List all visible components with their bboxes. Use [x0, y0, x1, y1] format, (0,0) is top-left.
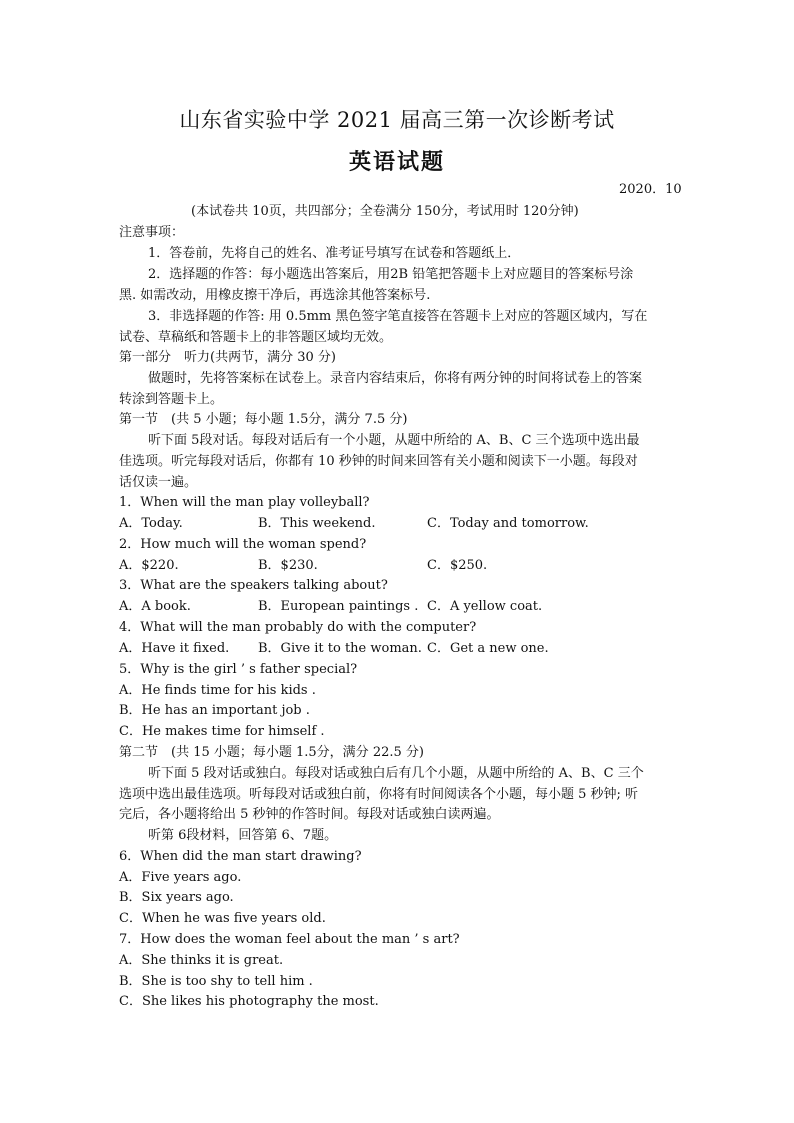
question-text: 4．What will the man probably do with the computer? [119, 620, 477, 635]
notice-line: 试卷、草稿纸和答题卡上的非答题区域均无效。 [119, 330, 393, 345]
exam-subtitle: 英语试题 [348, 149, 445, 175]
section1-heading: 第一节 (共 5 小题；每小题 1.5分，满分 7.5 分) [119, 412, 408, 427]
option-c: C．A yellow coat. [427, 599, 543, 614]
option-b: B．Six years ago. [119, 890, 234, 905]
option-c: C．Today and tomorrow. [427, 516, 589, 531]
option-a: A．A book. [119, 599, 191, 614]
notice-line: 黑. 如需改动，用橡皮擦干净后，再选涂其他答案标号. [119, 288, 431, 303]
option-a: A．Today. [119, 516, 183, 531]
question-text: 6．When did the man start drawing? [119, 849, 362, 864]
option-c: C．She likes his photography the most. [119, 994, 379, 1009]
option-c: C．Get a new one. [427, 641, 549, 656]
question-text: 1．When will the man play volleyball? [119, 495, 370, 510]
section1-intro: 话仅读一遍。 [119, 475, 198, 490]
notice-line: 1．答卷前，先将自己的姓名、准考证号填写在试卷和答题纸上． [148, 246, 521, 261]
material-note: 听第 6段材料，回答第 6、7题。 [148, 828, 338, 843]
option-c: C．He makes time for himself . [119, 724, 325, 739]
option-a: A．He finds time for his kids . [119, 683, 316, 698]
section1-intro: 佳选项。听完每段对话后，你都有 10 秒钟的时间来回答有关小题和阅读下一小题。每段对 [119, 454, 638, 469]
option-a: A．$220. [119, 558, 179, 573]
option-c: C．$250. [427, 558, 488, 573]
option-a: A．Have it fixed. [119, 641, 230, 656]
option-a: A．She thinks it is great. [119, 953, 284, 968]
option-a: A．Five years ago. [119, 870, 242, 885]
part1-intro: 转涂到答题卡上。 [119, 392, 224, 407]
part1-heading: 第一部分 听力(共两节，满分 30 分) [119, 350, 336, 365]
notice-line: 2．选择题的作答：每小题选出答案后，用2B 铅笔把答题卡上对应题目的答案标号涂 [148, 267, 634, 282]
exam-info: (本试卷共 10页，共四部分；全卷满分 150分，考试用时 120分钟) [191, 204, 579, 219]
option-b: B．She is too shy to tell him . [119, 974, 313, 989]
part1-intro: 做题时，先将答案标在试卷上。录音内容结束后，你将有两分钟的时间将试卷上的答案 [148, 371, 643, 386]
section1-intro: 听下面 5段对话。每段对话后有一个小题，从题中所给的 A、B、C 三个选项中选出最 [148, 433, 640, 448]
option-b: B．Give it to the woman. [258, 641, 422, 656]
option-b: B．European paintings . [258, 599, 419, 614]
option-c: C．When he was five years old. [119, 911, 326, 926]
option-b: B．He has an important job . [119, 703, 310, 718]
section2-heading: 第二节 (共 15 小题；每小题 1.5分，满分 22.5 分) [119, 745, 424, 760]
exam-date: 2020．10 [619, 182, 682, 197]
question-text: 3．What are the speakers talking about? [119, 578, 388, 593]
section2-intro: 选项中选出最佳选项。听每段对话或独白前，你将有时间阅读各个小题，每小题 5 秒钟; 听 [119, 787, 639, 802]
option-b: B．$230. [258, 558, 318, 573]
notice-heading: 注意事项： [119, 225, 185, 240]
notice-line: 3．非选择题的作答: 用 0.5mm 黑色签字笔直接答在答题卡上对应的答题区域内，写在 [148, 309, 648, 324]
question-text: 7．How does the woman feel about the man ’ s art? [119, 932, 460, 947]
section2-intro: 听下面 5 段对话或独白。每段对话或独白后有几个小题，从题中所给的 A、B、C 三个 [148, 766, 644, 781]
question-text: 2．How much will the woman spend? [119, 537, 367, 552]
question-text: 5．Why is the girl ’ s father special? [119, 662, 358, 677]
option-b: B．This weekend. [258, 516, 376, 531]
section2-intro: 完后，各小题将给出 5 秒钟的作答时间。每段对话或独白读两遍。 [119, 807, 500, 822]
exam-title: 山东省实验中学 2021 届高三第一次诊断考试 [179, 108, 615, 132]
